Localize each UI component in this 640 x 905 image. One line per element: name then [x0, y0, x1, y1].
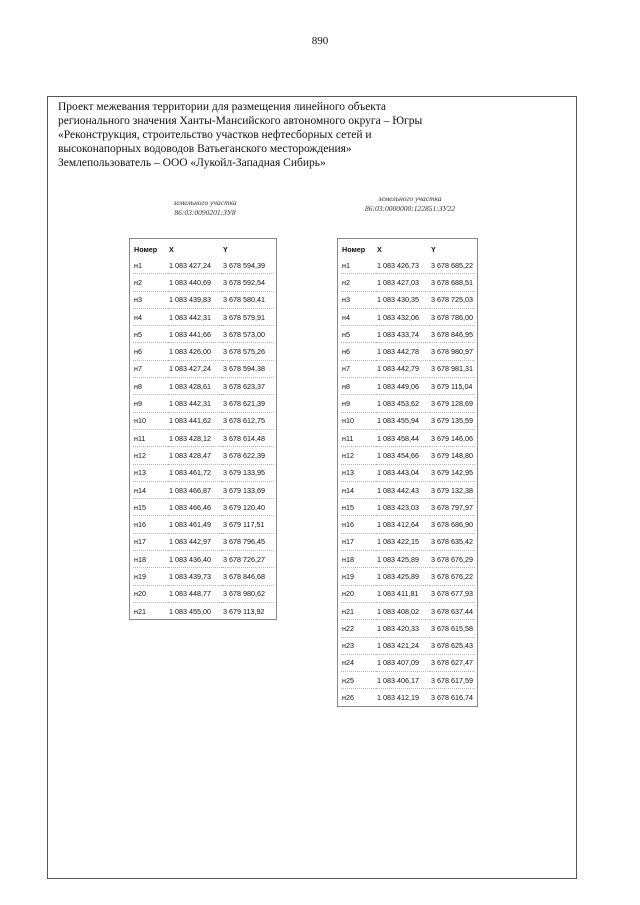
- table-row: [133, 308, 274, 325]
- x-coordinate-cell: 1 083 427,03: [376, 274, 430, 291]
- y-coordinate-cell: 3 678 980,62: [222, 585, 274, 602]
- x-coordinate-cell: 1 083 428,61: [168, 378, 222, 395]
- right-coordinates-table: [337, 238, 478, 707]
- point-number-cell: н3: [341, 291, 376, 308]
- x-coordinate-cell: 1 083 427,24: [168, 257, 222, 274]
- y-coordinate-cell: 3 678 627,47: [430, 654, 475, 671]
- y-coordinate-cell: 3 678 622,39: [222, 447, 274, 464]
- point-number-cell: н14: [133, 481, 168, 498]
- x-coordinate-cell: 1 083 433,74: [376, 326, 430, 343]
- table-row: [341, 291, 475, 308]
- point-number-cell: н12: [133, 447, 168, 464]
- heading-line: регионального значения Ханты-Мансийского автономного округа – Югры: [58, 115, 423, 127]
- column-header: X: [377, 244, 382, 254]
- point-number-cell: н9: [341, 395, 376, 412]
- x-coordinate-cell: 1 083 421,24: [376, 637, 430, 654]
- x-coordinate-cell: 1 083 440,69: [168, 274, 222, 291]
- y-coordinate-cell: 3 678 786,00: [430, 308, 475, 325]
- table-row: [133, 516, 274, 533]
- x-coordinate-cell: 1 083 442,31: [168, 395, 222, 412]
- point-number-cell: н16: [133, 516, 168, 533]
- point-number-cell: н23: [341, 637, 376, 654]
- table-row: [341, 378, 475, 395]
- point-number-cell: н21: [341, 602, 376, 619]
- y-coordinate-cell: 3 678 594,39: [222, 257, 274, 274]
- x-coordinate-cell: 1 083 454,66: [376, 447, 430, 464]
- table-row: [341, 499, 475, 516]
- point-number-cell: н7: [341, 360, 376, 377]
- x-coordinate-cell: 1 083 461,49: [168, 516, 222, 533]
- x-coordinate-cell: 1 083 439,83: [168, 291, 222, 308]
- heading-line: Проект межевания территории для размещения линейного объекта: [58, 101, 387, 113]
- x-coordinate-cell: 1 083 428,12: [168, 429, 222, 446]
- point-number-cell: н17: [133, 533, 168, 550]
- x-coordinate-cell: 1 083 442,43: [376, 481, 430, 498]
- table-row: [341, 533, 475, 550]
- point-number-cell: н19: [341, 568, 376, 585]
- y-coordinate-cell: 3 679 120,40: [222, 499, 274, 516]
- x-coordinate-cell: 1 083 423,03: [376, 499, 430, 516]
- x-coordinate-cell: 1 083 448,77: [168, 585, 222, 602]
- point-number-cell: н22: [341, 620, 376, 637]
- point-number-cell: н4: [341, 308, 376, 325]
- table-row: [341, 447, 475, 464]
- x-coordinate-cell: 1 083 442,79: [376, 360, 430, 377]
- y-coordinate-cell: 3 678 637,44: [430, 602, 475, 619]
- table-header-row: [341, 241, 475, 257]
- point-number-cell: н13: [133, 464, 168, 481]
- caption-line: земельного участка: [378, 194, 442, 203]
- y-coordinate-cell: 3 679 148,80: [430, 447, 475, 464]
- y-coordinate-cell: 3 678 612,75: [222, 412, 274, 429]
- coordinates-table: [341, 241, 475, 706]
- y-coordinate-cell: 3 678 625,43: [430, 637, 475, 654]
- table-row: [133, 429, 274, 446]
- x-coordinate-cell: 1 083 441,62: [168, 412, 222, 429]
- table-row: [133, 326, 274, 343]
- point-number-cell: н7: [133, 360, 168, 377]
- heading-line: Землепользователь – ООО «Лукойл-Западная Сибирь»: [58, 157, 326, 169]
- y-coordinate-cell: 3 678 846,95: [430, 326, 475, 343]
- x-coordinate-cell: 1 083 426,73: [376, 257, 430, 274]
- x-coordinate-cell: 1 083 420,33: [376, 620, 430, 637]
- column-header: Номер: [342, 244, 366, 254]
- point-number-cell: н4: [133, 308, 168, 325]
- table-row: [133, 464, 274, 481]
- y-coordinate-cell: 3 678 846,68: [222, 568, 274, 585]
- point-number-cell: н24: [341, 654, 376, 671]
- table-row: [133, 551, 274, 568]
- table-row: [341, 257, 475, 274]
- y-coordinate-cell: 3 678 575,26: [222, 343, 274, 360]
- point-number-cell: н19: [133, 568, 168, 585]
- table-row: [341, 551, 475, 568]
- y-coordinate-cell: 3 678 676,22: [430, 568, 475, 585]
- x-coordinate-cell: 1 083 408,02: [376, 602, 430, 619]
- y-coordinate-cell: 3 678 981,31: [430, 360, 475, 377]
- x-coordinate-cell: 1 083 441,66: [168, 326, 222, 343]
- y-coordinate-cell: 3 678 615,58: [430, 620, 475, 637]
- table-row: [341, 516, 475, 533]
- table-row: [133, 378, 274, 395]
- point-number-cell: н8: [133, 378, 168, 395]
- y-coordinate-cell: 3 678 677,93: [430, 585, 475, 602]
- x-coordinate-cell: 1 083 455,94: [376, 412, 430, 429]
- point-number-cell: н11: [133, 429, 168, 446]
- point-number-cell: н1: [133, 257, 168, 274]
- y-coordinate-cell: 3 678 617,59: [430, 672, 475, 689]
- y-coordinate-cell: 3 679 128,69: [430, 395, 475, 412]
- table-row: [133, 447, 274, 464]
- x-coordinate-cell: 1 083 425,89: [376, 568, 430, 585]
- y-coordinate-cell: 3 679 146,06: [430, 429, 475, 446]
- x-coordinate-cell: 1 083 426,00: [168, 343, 222, 360]
- x-coordinate-cell: 1 083 458,44: [376, 429, 430, 446]
- cadastral-number: 86:03:0000000:122851:ЗУ22: [365, 204, 455, 213]
- table-row: [133, 274, 274, 291]
- table-row: [133, 568, 274, 585]
- y-coordinate-cell: 3 678 685,22: [430, 257, 475, 274]
- y-coordinate-cell: 3 678 980,97: [430, 343, 475, 360]
- column-header: Номер: [134, 244, 158, 254]
- table-row: [133, 602, 274, 619]
- x-coordinate-cell: 1 083 427,24: [168, 360, 222, 377]
- x-coordinate-cell: 1 083 439,73: [168, 568, 222, 585]
- point-number-cell: н9: [133, 395, 168, 412]
- point-number-cell: н6: [341, 343, 376, 360]
- y-coordinate-cell: 3 678 676,29: [430, 551, 475, 568]
- y-coordinate-cell: 3 678 580,41: [222, 291, 274, 308]
- y-coordinate-cell: 3 678 686,90: [430, 516, 475, 533]
- table-row: [133, 257, 274, 274]
- point-number-cell: н2: [341, 274, 376, 291]
- table-header-row: [133, 241, 274, 257]
- point-number-cell: н16: [341, 516, 376, 533]
- table-row: [133, 291, 274, 308]
- coordinates-table: [133, 241, 274, 619]
- point-number-cell: н20: [341, 585, 376, 602]
- y-coordinate-cell: 3 678 688,51: [430, 274, 475, 291]
- x-coordinate-cell: 1 083 442,97: [168, 533, 222, 550]
- y-coordinate-cell: 3 679 117,51: [222, 516, 274, 533]
- table-row: [341, 620, 475, 637]
- x-coordinate-cell: 1 083 442,78: [376, 343, 430, 360]
- point-number-cell: н20: [133, 585, 168, 602]
- table-row: [133, 481, 274, 498]
- y-coordinate-cell: 3 678 725,03: [430, 291, 475, 308]
- point-number-cell: н1: [341, 257, 376, 274]
- table-row: [341, 395, 475, 412]
- table-row: [341, 689, 475, 706]
- page-number: 890: [311, 35, 329, 47]
- column-header: Y: [223, 244, 228, 254]
- x-coordinate-cell: 1 083 466,87: [168, 481, 222, 498]
- right-table-caption: [340, 194, 480, 214]
- x-coordinate-cell: 1 083 453,62: [376, 395, 430, 412]
- x-coordinate-cell: 1 083 461,72: [168, 464, 222, 481]
- table-row: [341, 481, 475, 498]
- left-coordinates-table: [129, 238, 277, 620]
- point-number-cell: н21: [134, 606, 146, 616]
- table-row: [341, 326, 475, 343]
- y-coordinate-cell: 3 678 635,42: [430, 533, 475, 550]
- table-row: [341, 602, 475, 619]
- y-coordinate-cell: 3 679 142,95: [430, 464, 475, 481]
- table-row: [133, 499, 274, 516]
- table-row: [341, 585, 475, 602]
- point-number-cell: н6: [133, 343, 168, 360]
- x-coordinate-cell: 1 083 466,46: [168, 499, 222, 516]
- point-number-cell: н2: [133, 274, 168, 291]
- table-row: [341, 360, 475, 377]
- y-coordinate-cell: 3 678 594,38: [222, 360, 274, 377]
- x-coordinate-cell: 1 083 412,64: [376, 516, 430, 533]
- x-coordinate-cell: 1 083 432,06: [376, 308, 430, 325]
- y-coordinate-cell: 3 678 797,97: [430, 499, 475, 516]
- document-heading: [58, 100, 488, 170]
- point-number-cell: н12: [341, 447, 376, 464]
- cadastral-number: 86:03:0090201:ЗУ8: [174, 208, 236, 217]
- y-coordinate-cell: 3 678 616,74: [431, 693, 473, 703]
- x-coordinate-cell: 1 083 425,89: [376, 551, 430, 568]
- y-coordinate-cell: 3 678 623,37: [222, 378, 274, 395]
- y-coordinate-cell: 3 678 592,54: [222, 274, 274, 291]
- table-row: [341, 412, 475, 429]
- table-row: [133, 533, 274, 550]
- point-number-cell: н17: [341, 533, 376, 550]
- table-row: [341, 274, 475, 291]
- x-coordinate-cell: 1 083 422,15: [376, 533, 430, 550]
- column-header: X: [169, 244, 174, 254]
- point-number-cell: н18: [341, 551, 376, 568]
- point-number-cell: н25: [341, 672, 376, 689]
- table-row: [341, 343, 475, 360]
- table-row: [341, 637, 475, 654]
- y-coordinate-cell: 3 679 135,59: [430, 412, 475, 429]
- y-coordinate-cell: 3 678 621,39: [222, 395, 274, 412]
- x-coordinate-cell: 1 083 411,81: [376, 585, 430, 602]
- table-row: [341, 308, 475, 325]
- y-coordinate-cell: 3 679 133,69: [222, 481, 274, 498]
- x-coordinate-cell: 1 083 430,35: [376, 291, 430, 308]
- point-number-cell: н8: [341, 378, 376, 395]
- y-coordinate-cell: 3 678 726,27: [222, 551, 274, 568]
- page-frame: [47, 96, 577, 879]
- table-row: [133, 412, 274, 429]
- y-coordinate-cell: 3 679 113,92: [223, 606, 265, 616]
- left-table-caption: [140, 198, 270, 218]
- x-coordinate-cell: 1 083 436,40: [168, 551, 222, 568]
- y-coordinate-cell: 3 679 133,95: [222, 464, 274, 481]
- column-header: Y: [431, 244, 436, 254]
- x-coordinate-cell: 1 083 449,06: [376, 378, 430, 395]
- heading-line: высоконапорных водоводов Ватьеганского месторождения»: [58, 143, 352, 155]
- point-number-cell: н11: [341, 429, 376, 446]
- point-number-cell: н15: [341, 499, 376, 516]
- point-number-cell: н10: [133, 412, 168, 429]
- point-number-cell: н26: [342, 693, 354, 703]
- x-coordinate-cell: 1 083 428,47: [168, 447, 222, 464]
- y-coordinate-cell: 3 679 132,38: [430, 481, 475, 498]
- y-coordinate-cell: 3 678 796,45: [222, 533, 274, 550]
- point-number-cell: н5: [341, 326, 376, 343]
- table-row: [133, 585, 274, 602]
- y-coordinate-cell: 3 678 573,00: [222, 326, 274, 343]
- x-coordinate-cell: 1 083 406,17: [376, 672, 430, 689]
- table-row: [341, 568, 475, 585]
- table-row: [133, 395, 274, 412]
- point-number-cell: н13: [341, 464, 376, 481]
- table-row: [133, 360, 274, 377]
- table-row: [133, 343, 274, 360]
- x-coordinate-cell: 1 083 455,00: [169, 606, 211, 616]
- x-coordinate-cell: 1 083 443,04: [376, 464, 430, 481]
- y-coordinate-cell: 3 678 579,91: [222, 308, 274, 325]
- x-coordinate-cell: 1 083 442,31: [168, 308, 222, 325]
- y-coordinate-cell: 3 679 115,04: [430, 378, 475, 395]
- x-coordinate-cell: 1 083 412,19: [377, 693, 419, 703]
- y-coordinate-cell: 3 678 614,48: [222, 429, 274, 446]
- heading-line: «Реконструкция, строительство участков нефтесборных сетей и: [58, 129, 372, 141]
- point-number-cell: н10: [341, 412, 376, 429]
- caption-line: земельного участка: [173, 198, 237, 207]
- point-number-cell: н15: [133, 499, 168, 516]
- point-number-cell: н18: [133, 551, 168, 568]
- x-coordinate-cell: 1 083 407,09: [376, 654, 430, 671]
- table-row: [341, 464, 475, 481]
- point-number-cell: н5: [133, 326, 168, 343]
- point-number-cell: н14: [341, 481, 376, 498]
- point-number-cell: н3: [133, 291, 168, 308]
- table-row: [341, 672, 475, 689]
- table-row: [341, 654, 475, 671]
- table-row: [341, 429, 475, 446]
